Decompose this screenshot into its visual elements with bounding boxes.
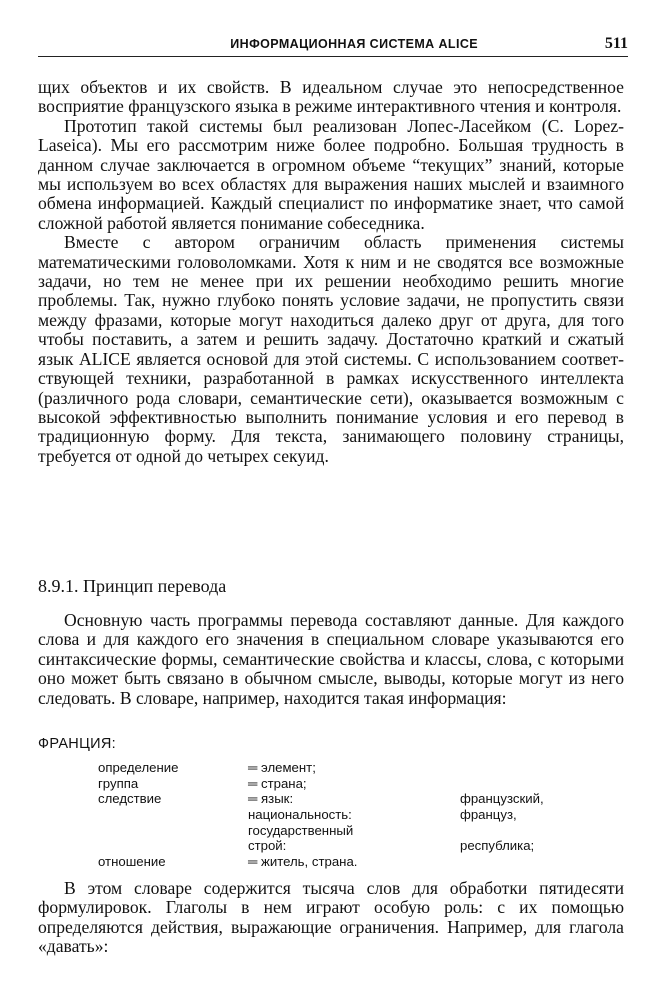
dictionary-key: следствие bbox=[98, 791, 162, 807]
dictionary-value: ═ страна; bbox=[248, 775, 307, 791]
dictionary-key: отношение bbox=[98, 854, 166, 870]
paragraph-continuation: щих объектов и их свойств. В идеальном случае это непосредственное восприятие французского языка в режиме интерактивного чтения и контроля. bbox=[38, 77, 624, 117]
dictionary-key: определение bbox=[98, 760, 179, 775]
dictionary-subvalue: французский, bbox=[460, 791, 544, 807]
dictionary-value: национальность: bbox=[248, 807, 352, 823]
body-text-top bbox=[38, 78, 624, 466]
dictionary-value: государственный bbox=[248, 822, 354, 838]
section-heading: 8.9.1. Принцип перевода bbox=[38, 576, 227, 596]
running-title: ИНФОРМАЦИОННАЯ СИСТЕМА ALICE bbox=[230, 37, 478, 51]
paragraph-puzzles: Вместе с автором ограничим область применения системы математическими головоломками. Хотя к ним и не сводятся все возможные задачи, но тем не менее при их решении необходимо решить многие проблемы. Так, нужно глубоко понять условие задачи, не пропустить связи между фразами, которые могут находиться далеко друг от друга, для того чтобы поставить, а затем и решить задачу. Достаточно краткий и сжатый язык ALICE является основой для этой системы. С использованием соответствующей техники, разработанной в рамках искусственного интеллекта (различного рода словари, семантические сети), оказывается возможным с высокой эффективностью выполнить понимание условия и его перевод в традиционную форму. Для текста, занимающего половину страницы, требуется от одной до четырех секуид. bbox=[38, 232, 624, 466]
dictionary-value: строй: bbox=[248, 838, 287, 854]
body-text-middle bbox=[38, 611, 624, 708]
dictionary-headword: ФРАНЦИЯ: bbox=[38, 736, 116, 752]
dictionary-subvalue: француз, bbox=[460, 807, 517, 823]
paragraph-translation-data: Основную часть программы перевода составляют данные. Для каждого слова и для каждого его значения в специальном словаре указываются его синтаксические формы, семантические свойства и классы, слова, с которыми оно может быть связано в обычном смысле, выводы, которые могут из него следовать. В словаре, например, находится такая информация: bbox=[38, 610, 624, 708]
dictionary-value: ═ элемент; bbox=[248, 760, 316, 775]
running-header bbox=[38, 34, 628, 57]
dictionary-value: ═ житель, страна. bbox=[248, 854, 358, 870]
dictionary-value: ═ язык: bbox=[248, 791, 294, 807]
page-number: 511 bbox=[604, 35, 628, 52]
dictionary-subvalue: республика; bbox=[460, 838, 535, 854]
paragraph-dictionary-size: В этом словаре содержится тысяча слов для обработки пятидесяти формулировок. Глаголы в нем играют особую роль: с их помощью определяются действия, выражающие ограничения. Например, для глагола «давать»: bbox=[38, 878, 624, 957]
body-text-bottom bbox=[38, 879, 624, 957]
paragraph-prototype: Прототип такой системы был реализован Лопес-Ласейком (C. Lopez-Laseica). Мы его рассмотрим ниже более подробно. Большая трудность в данном случае заключается в огромном объеме “текущих” знаний, которые мы используем во всех областях для выражения наших мыслей и взаимного обмена информацией. Каждый специалист по информатике знает, что самой сложной работой является понимание собеседника. bbox=[38, 115, 624, 233]
dictionary-key: группа bbox=[98, 775, 139, 791]
